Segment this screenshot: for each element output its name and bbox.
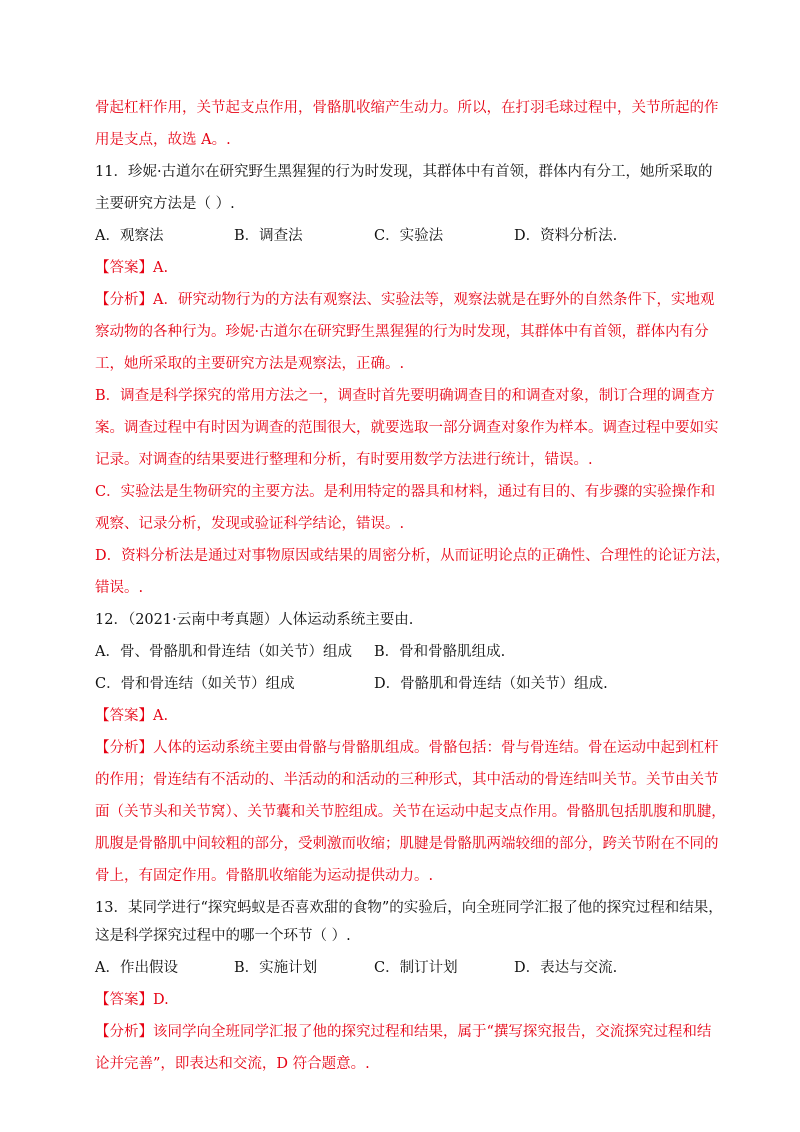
question-12-analysis: 骨上，有固定作用。骨骼肌收缩能为运动提供动力。.	[95, 868, 434, 884]
question-11-analysis: D．资料分析法是通过对事物原因或结果的周密分析，从而证明论点的正确性、合理性的论证方法，	[95, 548, 731, 564]
question-12-analysis: 【分析】人体的运动系统主要由骨骼与骨骼肌组成。骨骼包括：骨与骨连结。骨在运动中起到杠杆	[95, 740, 719, 756]
question-12-stem: 12．（2021·云南中考真题）人体运动系统主要由.	[95, 612, 414, 628]
question-13-option-d: D．表达与交流.	[514, 960, 618, 976]
question-11-option-b: B．调查法	[234, 228, 303, 244]
question-12-analysis: 肌腹是骨骼肌中间较粗的部分，受刺激而收缩；肌腱是骨骼肌两端较细的部分，跨关节附在不同的	[95, 836, 719, 852]
question-11-analysis: 观察、记录分析，发现或验证科学结论，错误。.	[95, 516, 405, 532]
question-11-stem: 11．珍妮·古道尔在研究野生黑猩猩的行为时发现，其群体中有首领，群体内有分工，她所采取的	[95, 164, 713, 180]
question-11-analysis: B．调查是科学探究的常用方法之一，调查时首先要明确调查目的和调查对象，制订合理的调查方	[95, 388, 715, 404]
question-13-stem: 这是科学探究过程中的哪一个环节（ ）.	[95, 928, 351, 944]
question-11-analysis: 记录。对调查的结果要进行整理和分析，有时要用数学方法进行统计，错误。.	[95, 452, 593, 468]
question-12-answer: 【答案】A.	[95, 708, 169, 724]
question-11-option-d: D．资料分析法.	[514, 228, 618, 244]
question-13-stem: 13．某同学进行“探究蚂蚁是否喜欢甜的食物”的实验后，向全班同学汇报了他的探究过程和结果，	[95, 900, 723, 916]
question-13-analysis: 【分析】该同学向全班同学汇报了他的探究过程和结果，属于“撰写探究报告，交流探究过程和结	[95, 1024, 712, 1040]
question-11-answer: 【答案】A.	[95, 260, 169, 276]
question-13-analysis: 论并完善”，即表达和交流，D 符合题意。.	[95, 1056, 370, 1072]
question-11-analysis: 案。调查过程中有时因为调查的范围很大，就要选取一部分调查对象作为样本。调查过程中要如实	[95, 420, 719, 436]
question-13-option-a: A．作出假设	[95, 960, 178, 976]
question-13-answer: 【答案】D.	[95, 992, 169, 1008]
question-12-option-c: C．骨和骨连结（如关节）组成	[95, 676, 295, 692]
question-11-analysis: 【分析】A．研究动物行为的方法有观察法、实验法等，观察法就是在野外的自然条件下，实地观	[95, 292, 715, 308]
question-11-stem: 主要研究方法是（ ）.	[95, 196, 235, 212]
question-11-analysis: C．实验法是生物研究的主要方法。是利用特定的器具和材料，通过有目的、有步骤的实验操作和	[95, 484, 716, 500]
question-12-option-a: A．骨、骨骼肌和骨连结（如关节）组成	[95, 644, 352, 660]
question-11-analysis: 错误。.	[95, 580, 144, 596]
question-11-option-c: C．实验法	[374, 228, 444, 244]
intro-line: 骨起杠杆作用，关节起支点作用，骨骼肌收缩产生动力。所以，在打羽毛球过程中，关节所起的作	[95, 100, 719, 116]
question-11-analysis: 工，她所采取的主要研究方法是观察法，正确。.	[95, 356, 405, 372]
question-13-option-c: C．制订计划	[374, 960, 458, 976]
question-12-analysis: 面（关节头和关节窝）、关节囊和关节腔组成。关节在运动中起支点作用。骨骼肌包括肌腹和肌腱，	[95, 804, 726, 820]
question-12-analysis: 的作用；骨连结有不活动的、半活动的和活动的三种形式，其中活动的骨连结叫关节。关节由关节	[95, 772, 719, 788]
question-13-option-b: B．实施计划	[234, 960, 318, 976]
intro-line: 用是支点，故选 A。.	[95, 132, 231, 148]
question-12-option-b: B．骨和骨骼肌组成.	[374, 644, 506, 660]
question-12-option-d: D．骨骼肌和骨连结（如关节）组成.	[374, 676, 608, 692]
question-11-analysis: 察动物的各种行为。珍妮·古道尔在研究野生黑猩猩的行为时发现，其群体中有首领，群体内有分	[95, 324, 709, 340]
question-11-option-a: A．观察法	[95, 228, 164, 244]
